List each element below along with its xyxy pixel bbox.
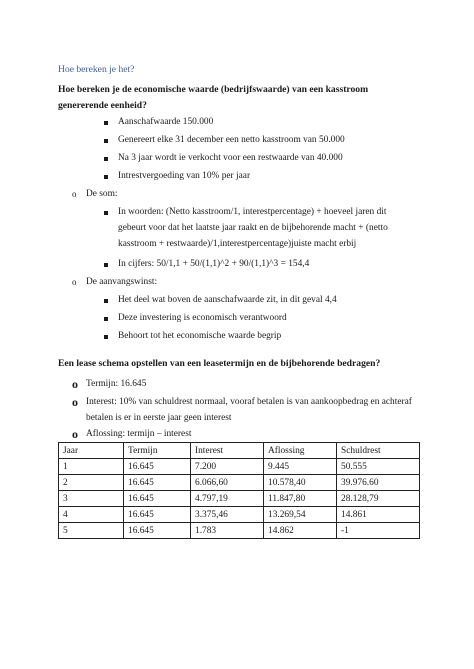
table-cell: 16.645: [124, 459, 191, 475]
subheading: Hoe bereken je het?: [58, 64, 135, 75]
table-cell: 9.445: [264, 459, 337, 475]
list-item: Termijn: 16.645: [86, 379, 147, 389]
table-cell: 3.375,46: [191, 507, 264, 523]
table-row: [59, 459, 420, 475]
list-item-line: betalen is er in eerste jaar geen interest: [86, 413, 232, 423]
table-row: [59, 507, 420, 523]
table-row: [59, 523, 420, 539]
square-bullet-icon: [104, 317, 108, 321]
table-cell: 50.555: [337, 459, 420, 475]
table-cell: 13.269,54: [264, 507, 337, 523]
circle-bullet-icon: o: [72, 377, 78, 391]
list-item: Na 3 jaar wordt ie verkocht voor een restwaarde van 40.000: [118, 153, 343, 163]
heading-lease-schema: Een lease schema opstellen van een leasetermijn en de bijbehorende bedragen?: [58, 358, 381, 369]
table-cell: 7.200: [191, 459, 264, 475]
heading-economische-waarde: [58, 82, 438, 114]
table-cell: 16.645: [124, 475, 191, 491]
table-cell: 16.645: [124, 491, 191, 507]
table-header-cell: Interest: [191, 443, 264, 459]
square-bullet-icon: [104, 299, 108, 303]
square-bullet-icon: [104, 157, 108, 161]
square-bullet-icon: [104, 211, 108, 215]
list-item: Het deel wat boven de aanschafwaarde zit, in dit geval 4,4: [118, 295, 337, 305]
square-bullet-icon: [104, 335, 108, 339]
table-cell: 3: [59, 491, 124, 507]
list-item: Aanschafwaarde 150.000: [118, 117, 214, 127]
table-cell: 16.645: [124, 523, 191, 539]
table-header-cell: Schuldrest: [337, 443, 420, 459]
list-item-line: In woorden: (Netto kasstroom/1, interestpercentage) + hoeveel jaren dit: [118, 207, 387, 217]
circle-bullet-icon: o: [72, 189, 77, 199]
list-item: In cijfers: 50/1,1 + 50/(1,1)^2 + 90/(1,1)^3 = 154,4: [118, 259, 310, 269]
table-header-cell: Jaar: [59, 443, 124, 459]
table-cell: 4.797,19: [191, 491, 264, 507]
circle-bullet-icon: o: [72, 427, 78, 441]
table-row: [59, 491, 420, 507]
table-cell: 6.066,60: [191, 475, 264, 491]
list-item: De aanvangswinst:: [86, 277, 158, 287]
table-cell: 39.976.60: [337, 475, 420, 491]
table-cell: 5: [59, 523, 124, 539]
table-cell: 4: [59, 507, 124, 523]
table-header-row: [59, 443, 420, 459]
list-item-line: kasstroom + restwaarde)/1,interestpercentage)juiste macht erbij: [118, 239, 357, 249]
table-cell: 1: [59, 459, 124, 475]
table-cell: 10.578,40: [264, 475, 337, 491]
table-row: [59, 475, 420, 491]
list-item: Genereert elke 31 december een netto kasstroom van 50.000: [118, 135, 345, 145]
list-item: Aflossing: termijn – interest: [86, 429, 192, 439]
list-item: Deze investering is economisch verantwoord: [118, 313, 287, 323]
lease-table: [58, 442, 420, 539]
circle-bullet-icon: o: [72, 395, 78, 409]
table-cell: 14.861: [337, 507, 420, 523]
table-cell: 14.862: [264, 523, 337, 539]
square-bullet-icon: [104, 175, 108, 179]
circle-bullet-icon: o: [72, 277, 77, 287]
square-bullet-icon: [104, 263, 108, 267]
table-header-cell: Aflossing: [264, 443, 337, 459]
square-bullet-icon: [104, 139, 108, 143]
table-cell: 11.847,80: [264, 491, 337, 507]
table-cell: 2: [59, 475, 124, 491]
table-cell: 1.783: [191, 523, 264, 539]
table-cell: -1: [337, 523, 420, 539]
table-cell: 16.645: [124, 507, 191, 523]
list-item-line: Interest: 10% van schuldrest normaal, vooraf betalen is van aankoopbedrag en achteraf: [86, 397, 412, 407]
table-header-cell: Termijn: [124, 443, 191, 459]
heading-line: genererende eenheid?: [58, 100, 147, 111]
list-item: Intrestvergoeding van 10% per jaar: [118, 171, 251, 181]
heading-line: Hoe bereken je de economische waarde (bedrijfswaarde) van een kasstroom: [58, 84, 369, 95]
table-cell: 28.128,79: [337, 491, 420, 507]
list-item: Behoort tot het economische waarde begrip: [118, 331, 282, 341]
square-bullet-icon: [104, 121, 108, 125]
list-item: De som:: [86, 189, 118, 199]
list-item-line: gebeurt voor dat het laatste jaar raakt en de bijbehorende macht + (netto: [118, 223, 388, 233]
